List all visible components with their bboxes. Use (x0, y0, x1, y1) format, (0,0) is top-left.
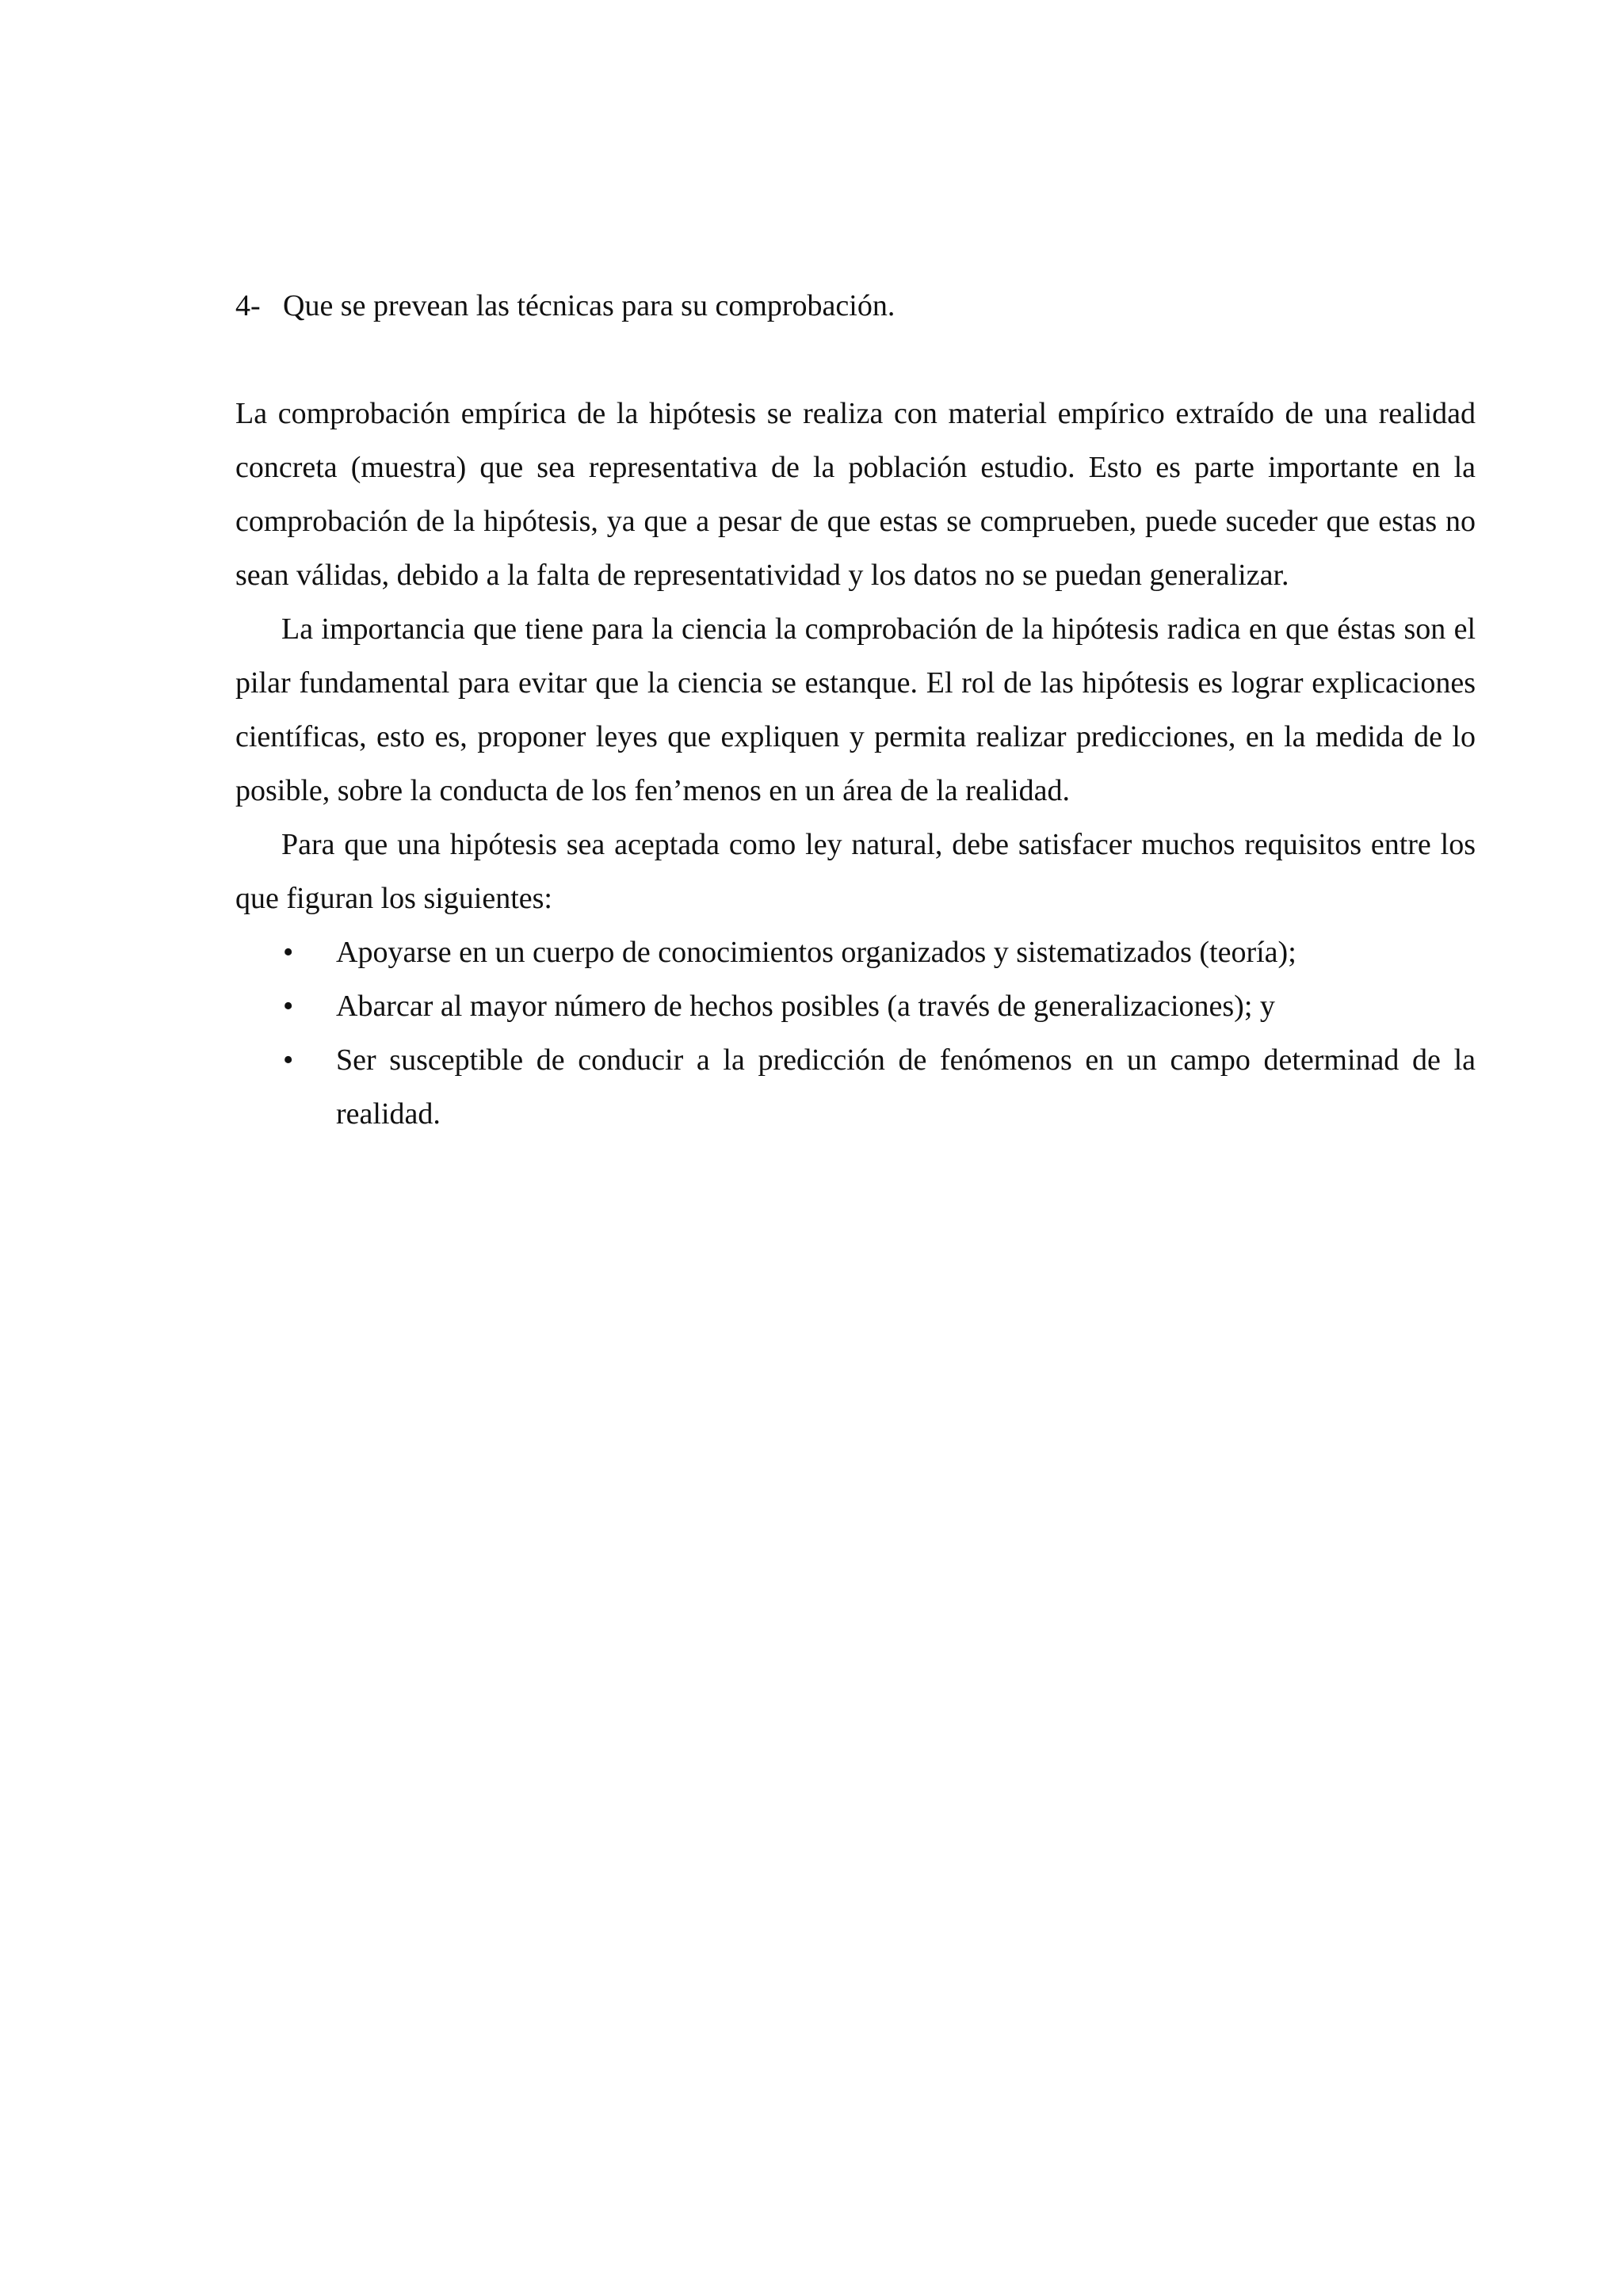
bullet-icon: • (283, 936, 294, 969)
requirements-list (235, 925, 1476, 1141)
bullet-icon: • (283, 990, 294, 1023)
blank-line (235, 333, 1476, 387)
list-item (235, 1033, 1476, 1141)
document-body (235, 279, 1476, 1141)
bullet-icon: • (283, 1043, 294, 1077)
paragraph-empirical-verification: La comprobación empírica de la hipótesis se realiza con material empírico extraído de una realidad concreta (muestra) que sea representativa de la población estudio. Esto es parte importante en la comprobación de la hipótesis, ya que a pesar de que estas se comprueben, puede suceder que estas no sean válidas, debido a la falta de representatividad y los datos no se puedan generalizar. (235, 397, 1476, 592)
list-item-text: Ser susceptible de conducir a la predicción de fenómenos en un campo determinad de la realidad. (336, 1043, 1476, 1131)
list-number: 4- (235, 289, 261, 322)
list-item (235, 925, 1476, 979)
paragraph-requirements: Para que una hipótesis sea aceptada como ley natural, debe satisfacer muchos requisitos entre los que figuran los siguientes: (235, 828, 1476, 915)
numbered-item (235, 279, 1476, 333)
list-item-text: Apoyarse en un cuerpo de conocimientos organizados y sistematizados (teoría); (336, 936, 1296, 969)
numbered-item-text: Que se prevean las técnicas para su comprobación. (283, 289, 896, 322)
list-item (235, 979, 1476, 1033)
paragraph-importance: La importancia que tiene para la ciencia la comprobación de la hipótesis radica en que éstas son el pilar fundamental para evitar que la ciencia se estanque. El rol de las hipótesis es lograr explicaciones científicas, esto es, proponer leyes que expliquen y permita realizar predicciones, en la medida de lo posible, sobre la conducta de los fen’menos en un área de la realidad. (235, 612, 1476, 807)
list-item-text: Abarcar al mayor número de hechos posibles (a través de generalizaciones); y (336, 990, 1275, 1023)
